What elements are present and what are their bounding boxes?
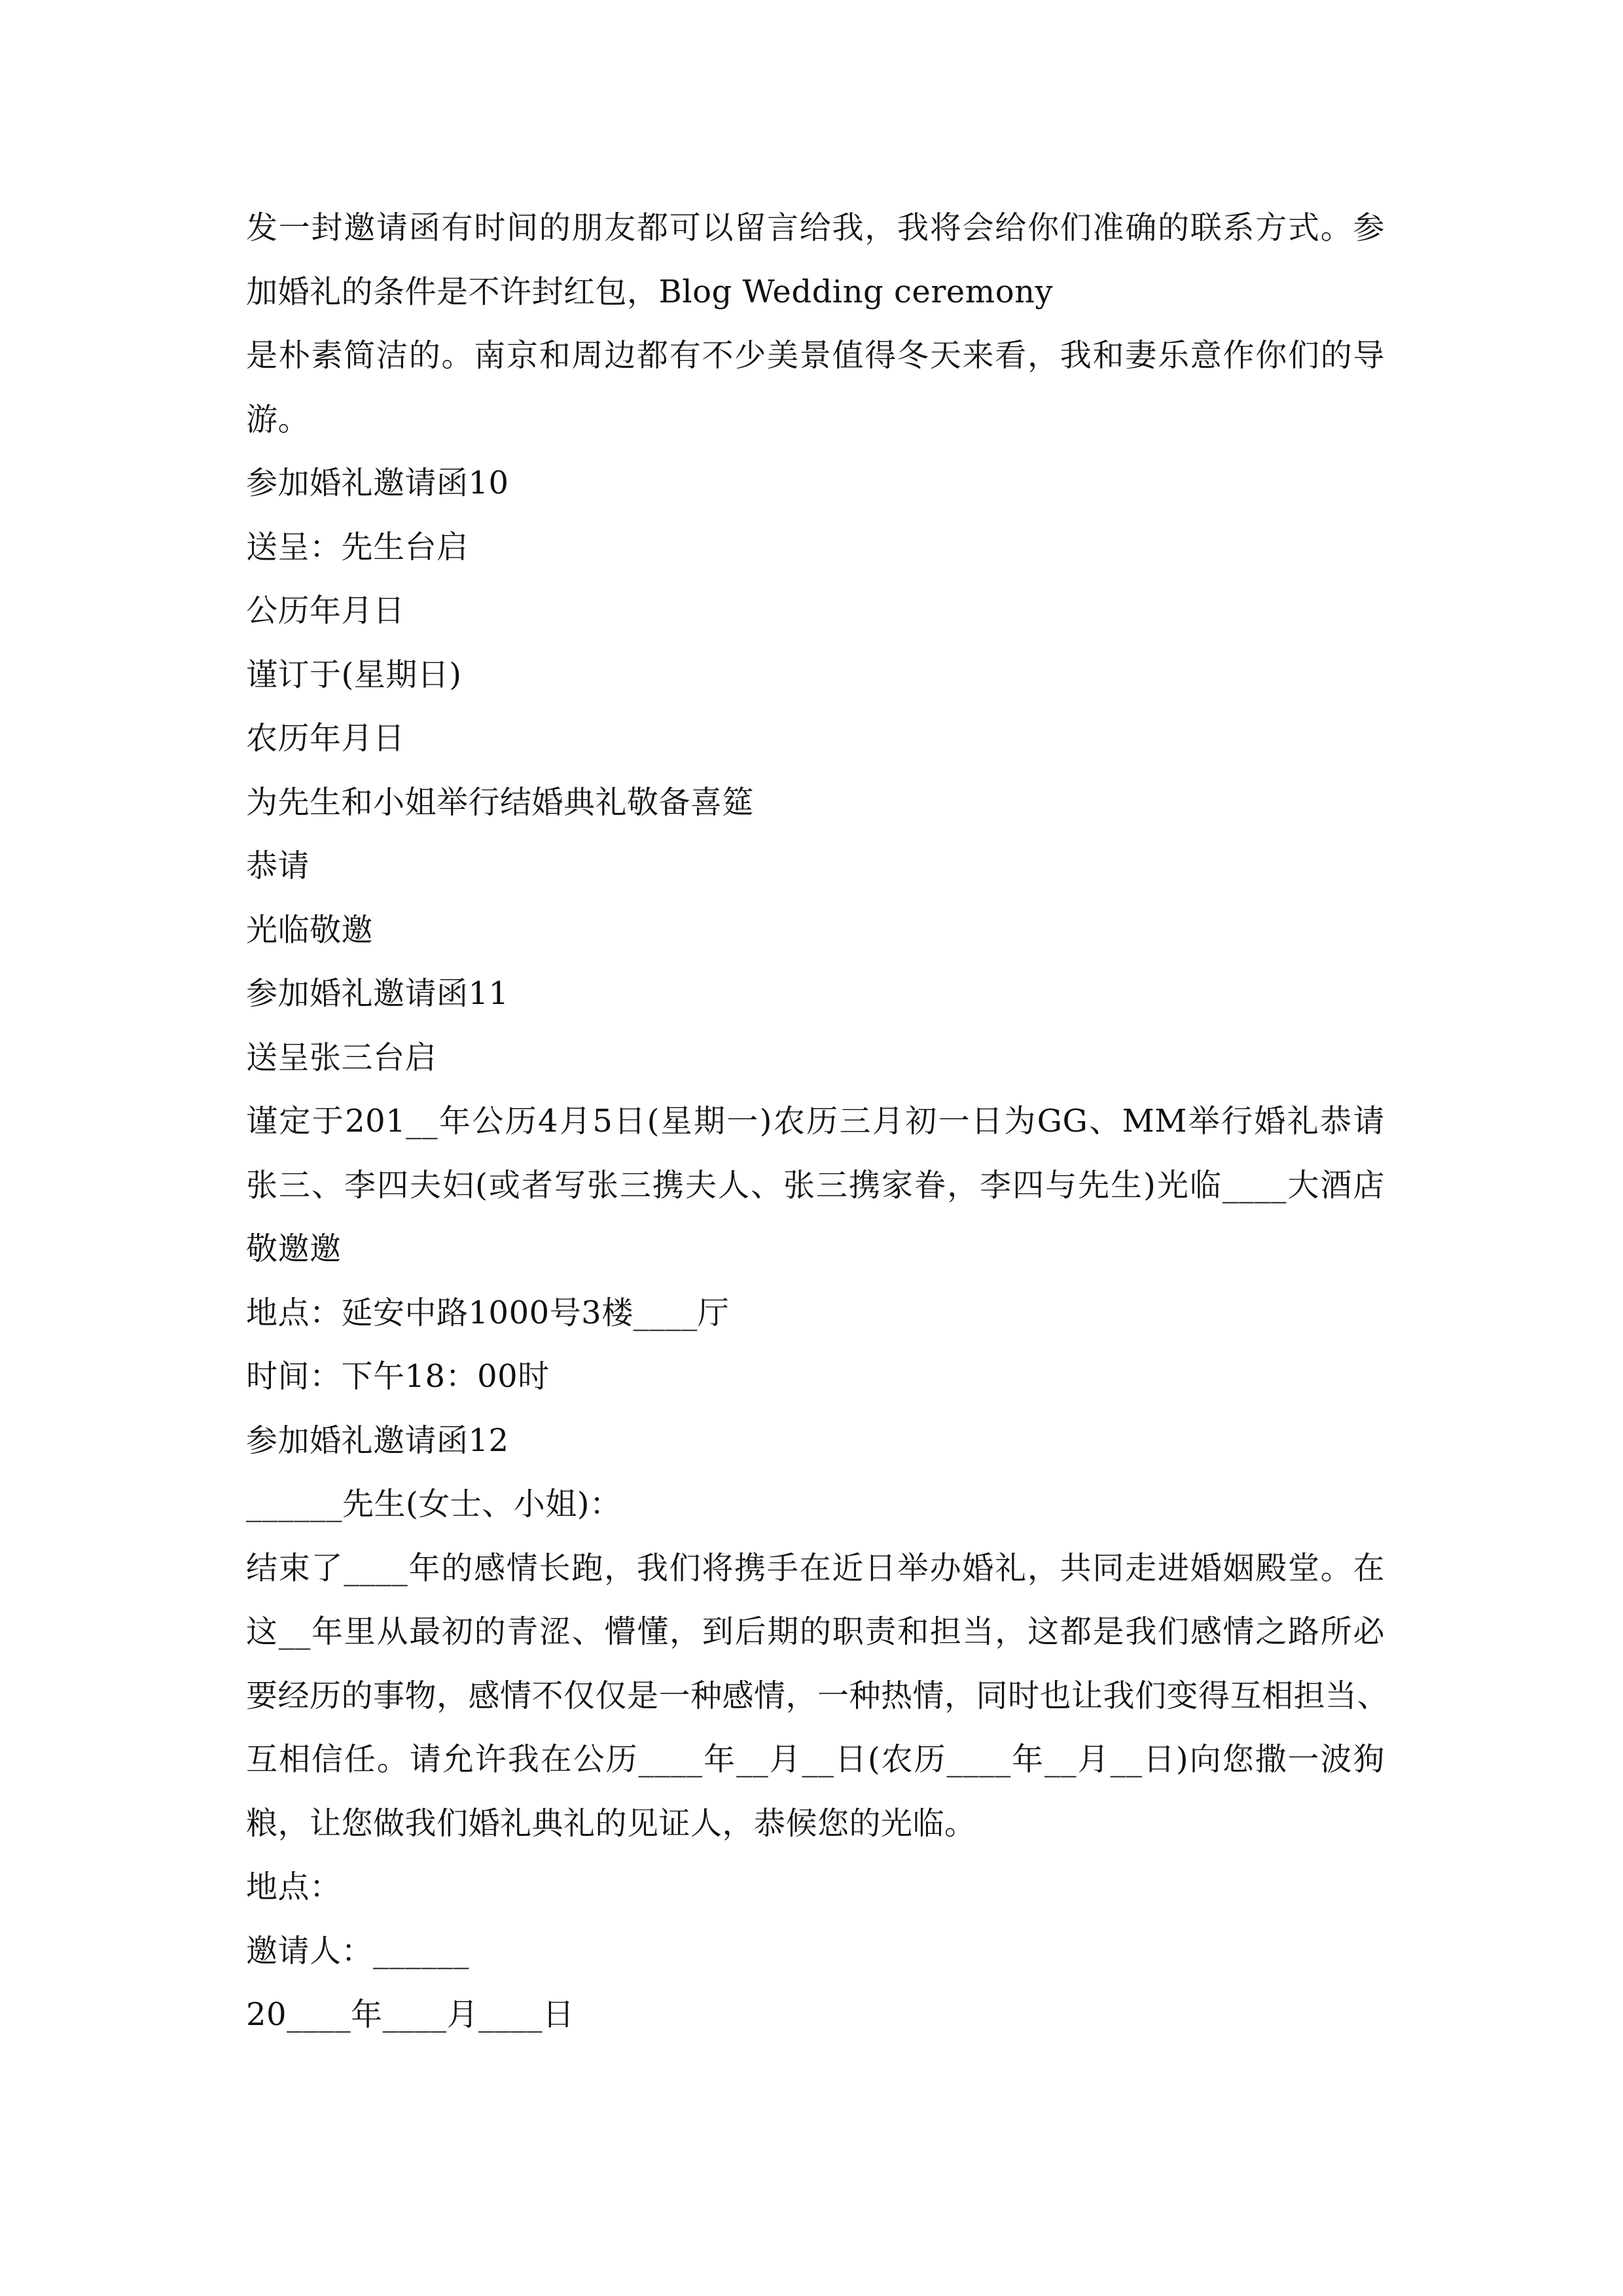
- text-line: 是朴素简洁的。南京和周边都有不少美景值得冬天来看，我和妻乐意作你们的导: [246, 337, 1385, 374]
- text-line: 敬邀邀: [246, 1230, 342, 1267]
- text-line: 互相信任。请允许我在公历____年__月__日(农历____年__月__日)向您撒一波狗: [246, 1741, 1385, 1778]
- text-line: 恭请: [246, 848, 310, 884]
- text-line: 这__年里从最初的青涩、懵懂，到后期的职责和担当，这都是我们感情之路所必: [246, 1613, 1385, 1650]
- text-line: 时间：下午18：00时: [246, 1358, 550, 1395]
- text-line: 地点：: [246, 1869, 342, 1905]
- text-line: 公历年月日: [246, 592, 405, 629]
- text-line: 谨定于201__年公历4月5日(星期一)农历三月初一日为GG、MM举行婚礼恭请: [246, 1103, 1385, 1139]
- text-line: 加婚礼的条件是不许封红包，Blog Wedding ceremony: [246, 273, 1054, 310]
- text-line: 张三、李四夫妇(或者写张三携夫人、张三携家眷，李四与先生)光临____大酒店: [246, 1166, 1385, 1204]
- text-line: 为先生和小姐举行结婚典礼敬备喜筵: [246, 783, 755, 821]
- text-line: 发一封邀请函有时间的朋友都可以留言给我，我将会给你们准确的联系方式。参: [246, 209, 1385, 246]
- text-line: 送呈张三台启: [246, 1039, 437, 1076]
- text-line: 地点：延安中路1000号3楼____厅: [246, 1294, 730, 1331]
- text-line: 游。: [246, 401, 310, 438]
- text-line: 光临敬邀: [246, 911, 374, 948]
- text-line: 参加婚礼邀请函11: [246, 975, 509, 1012]
- text-line: 20____年____月____日: [246, 1996, 575, 2033]
- text-line: ______先生(女士、小姐)：: [246, 1486, 622, 1522]
- text-line: 结束了____年的感情长跑，我们将携手在近日举办婚礼，共同走进婚姻殿堂。在: [246, 1549, 1385, 1587]
- text-line: 谨订于(星期日): [246, 656, 462, 693]
- document-body: [246, 196, 1389, 2047]
- text-line: 农历年月日: [246, 720, 405, 757]
- text-line: 粮，让您做我们婚礼典礼的见证人，恭候您的光临。: [246, 1804, 976, 1842]
- text-line: 要经历的事物，感情不仅仅是一种感情，一种热情，同时也让我们变得互相担当、: [246, 1677, 1389, 1714]
- text-line: 送呈：先生台启: [246, 528, 469, 565]
- text-line: 参加婚礼邀请函12: [246, 1422, 509, 1459]
- text-line: 邀请人：______: [246, 1932, 470, 1969]
- text-line: 参加婚礼邀请函10: [246, 465, 509, 501]
